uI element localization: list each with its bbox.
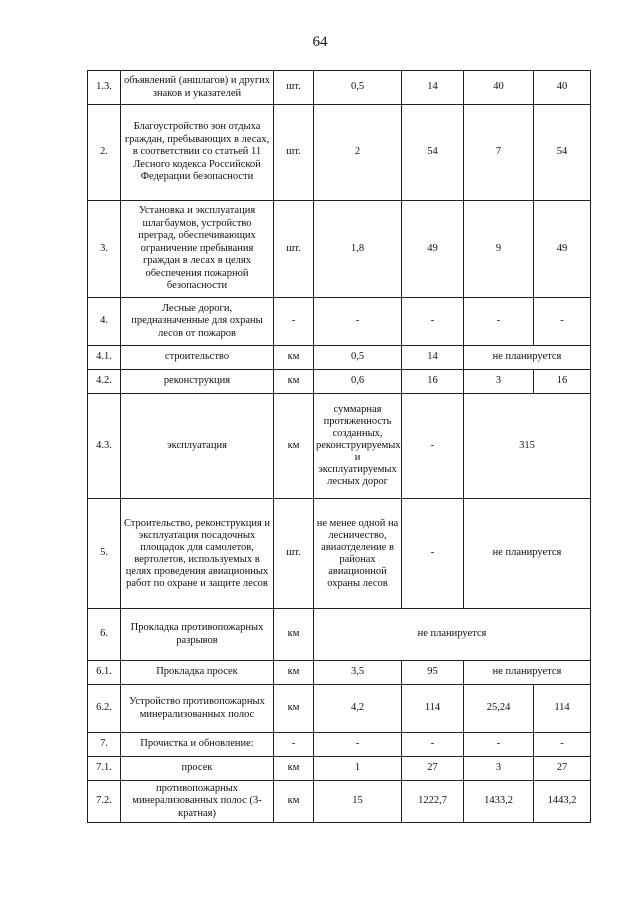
page-number: 64	[312, 34, 328, 50]
row-number: 4.	[88, 298, 121, 346]
value-cell: 27	[402, 757, 464, 781]
value-cell: -	[464, 298, 534, 346]
measure-name: противопожарных минерализованных полос (3-кратная)	[121, 781, 274, 823]
value-cell: 40	[464, 71, 534, 105]
table-row	[88, 609, 591, 661]
value-cell: 1443,2	[534, 781, 591, 823]
value-cell: -	[402, 298, 464, 346]
unit-cell: -	[274, 298, 314, 346]
merged-value-cell: не планируется	[464, 499, 591, 609]
value-cell: 0,5	[314, 71, 402, 105]
row-number: 2.	[88, 105, 121, 201]
measure-name: Установка и эксплуатация шлагбаумов, устройство преград, обеспечивающих ограничение пребывания граждан в лесах в целях обеспечения пожарной безопасности	[121, 201, 274, 298]
value-cell: 54	[534, 105, 591, 201]
merged-value-cell: 315	[464, 394, 591, 499]
unit-cell: шт.	[274, 201, 314, 298]
value-cell: -	[402, 499, 464, 609]
unit-cell: км	[274, 394, 314, 499]
table-row	[88, 346, 591, 370]
value-cell: 3	[464, 370, 534, 394]
unit-cell: км	[274, 370, 314, 394]
value-cell: 9	[464, 201, 534, 298]
value-cell: 27	[534, 757, 591, 781]
value-cell: 2	[314, 105, 402, 201]
table-row	[88, 685, 591, 733]
value-cell: 1,8	[314, 201, 402, 298]
measure-name: строительство	[121, 346, 274, 370]
value-cell: не менее одной на лесничество, авиаотделение в районах авиационной охраны лесов	[314, 499, 402, 609]
unit-cell: -	[274, 733, 314, 757]
fire-safety-measures-table	[87, 70, 591, 823]
measure-name: Прокладка противопожарных разрывов	[121, 609, 274, 661]
value-cell: 40	[534, 71, 591, 105]
value-cell: 49	[402, 201, 464, 298]
table-row	[88, 394, 591, 499]
measure-name: Благоустройство зон отдыха граждан, пребывающих в лесах, в соответствии со статьей 11 Лесного кодекса Российской Федерации безопасности	[121, 105, 274, 201]
table-row	[88, 781, 591, 823]
value-cell: -	[464, 733, 534, 757]
unit-cell: км	[274, 757, 314, 781]
table-row	[88, 201, 591, 298]
value-cell: 114	[534, 685, 591, 733]
row-number: 7.1.	[88, 757, 121, 781]
unit-cell: км	[274, 661, 314, 685]
value-cell: суммарная протяженность созданных, реконструируемых и эксплуатируемых лесных дорог	[314, 394, 402, 499]
table-row	[88, 105, 591, 201]
measure-name: Строительство, реконструкция и эксплуатация посадочных площадок для самолетов, вертолетов, используемых в целях проведения авиационных работ по охране и защите лесов	[121, 499, 274, 609]
row-number: 7.	[88, 733, 121, 757]
value-cell: 95	[402, 661, 464, 685]
row-number: 5.	[88, 499, 121, 609]
value-cell: 114	[402, 685, 464, 733]
value-cell: 14	[402, 71, 464, 105]
row-number: 4.3.	[88, 394, 121, 499]
value-cell: -	[402, 733, 464, 757]
table-row	[88, 733, 591, 757]
unit-cell: км	[274, 346, 314, 370]
table-row	[88, 757, 591, 781]
measure-name: эксплуатация	[121, 394, 274, 499]
row-number: 6.	[88, 609, 121, 661]
value-cell: 1433,2	[464, 781, 534, 823]
measure-name: Устройство противопожарных минерализованных полос	[121, 685, 274, 733]
row-number: 4.2.	[88, 370, 121, 394]
measure-name: Лесные дороги, предназначенные для охраны лесов от пожаров	[121, 298, 274, 346]
value-cell: 15	[314, 781, 402, 823]
row-number: 4.1.	[88, 346, 121, 370]
unit-cell: км	[274, 781, 314, 823]
table-row	[88, 370, 591, 394]
row-number: 1.3.	[88, 71, 121, 105]
measure-name: Прокладка просек	[121, 661, 274, 685]
table-row	[88, 661, 591, 685]
merged-value-cell: не планируется	[464, 346, 591, 370]
value-cell: -	[402, 394, 464, 499]
value-cell: 3	[464, 757, 534, 781]
measure-name: просек	[121, 757, 274, 781]
unit-cell: км	[274, 609, 314, 661]
value-cell: 7	[464, 105, 534, 201]
merged-value-cell: не планируется	[464, 661, 591, 685]
measure-name: Прочистка и обновление:	[121, 733, 274, 757]
unit-cell: шт.	[274, 105, 314, 201]
value-cell: 4,2	[314, 685, 402, 733]
value-cell: 0,5	[314, 346, 402, 370]
unit-cell: шт.	[274, 71, 314, 105]
row-number: 7.2.	[88, 781, 121, 823]
value-cell: 16	[534, 370, 591, 394]
value-cell: -	[534, 298, 591, 346]
value-cell: 14	[402, 346, 464, 370]
value-cell: 16	[402, 370, 464, 394]
table-row	[88, 499, 591, 609]
unit-cell: шт.	[274, 499, 314, 609]
value-cell: -	[534, 733, 591, 757]
unit-cell: км	[274, 685, 314, 733]
row-number: 3.	[88, 201, 121, 298]
value-cell: 0,6	[314, 370, 402, 394]
value-cell: -	[314, 733, 402, 757]
value-cell: 1	[314, 757, 402, 781]
table-row	[88, 71, 591, 105]
merged-value-cell: не планируется	[314, 609, 591, 661]
value-cell: 1222,7	[402, 781, 464, 823]
value-cell: -	[314, 298, 402, 346]
value-cell: 25,24	[464, 685, 534, 733]
table-row	[88, 298, 591, 346]
value-cell: 54	[402, 105, 464, 201]
measure-name: объявлений (аншлагов) и других знаков и указателей	[121, 71, 274, 105]
value-cell: 3,5	[314, 661, 402, 685]
measure-name: реконструкция	[121, 370, 274, 394]
row-number: 6.2.	[88, 685, 121, 733]
row-number: 6.1.	[88, 661, 121, 685]
value-cell: 49	[534, 201, 591, 298]
